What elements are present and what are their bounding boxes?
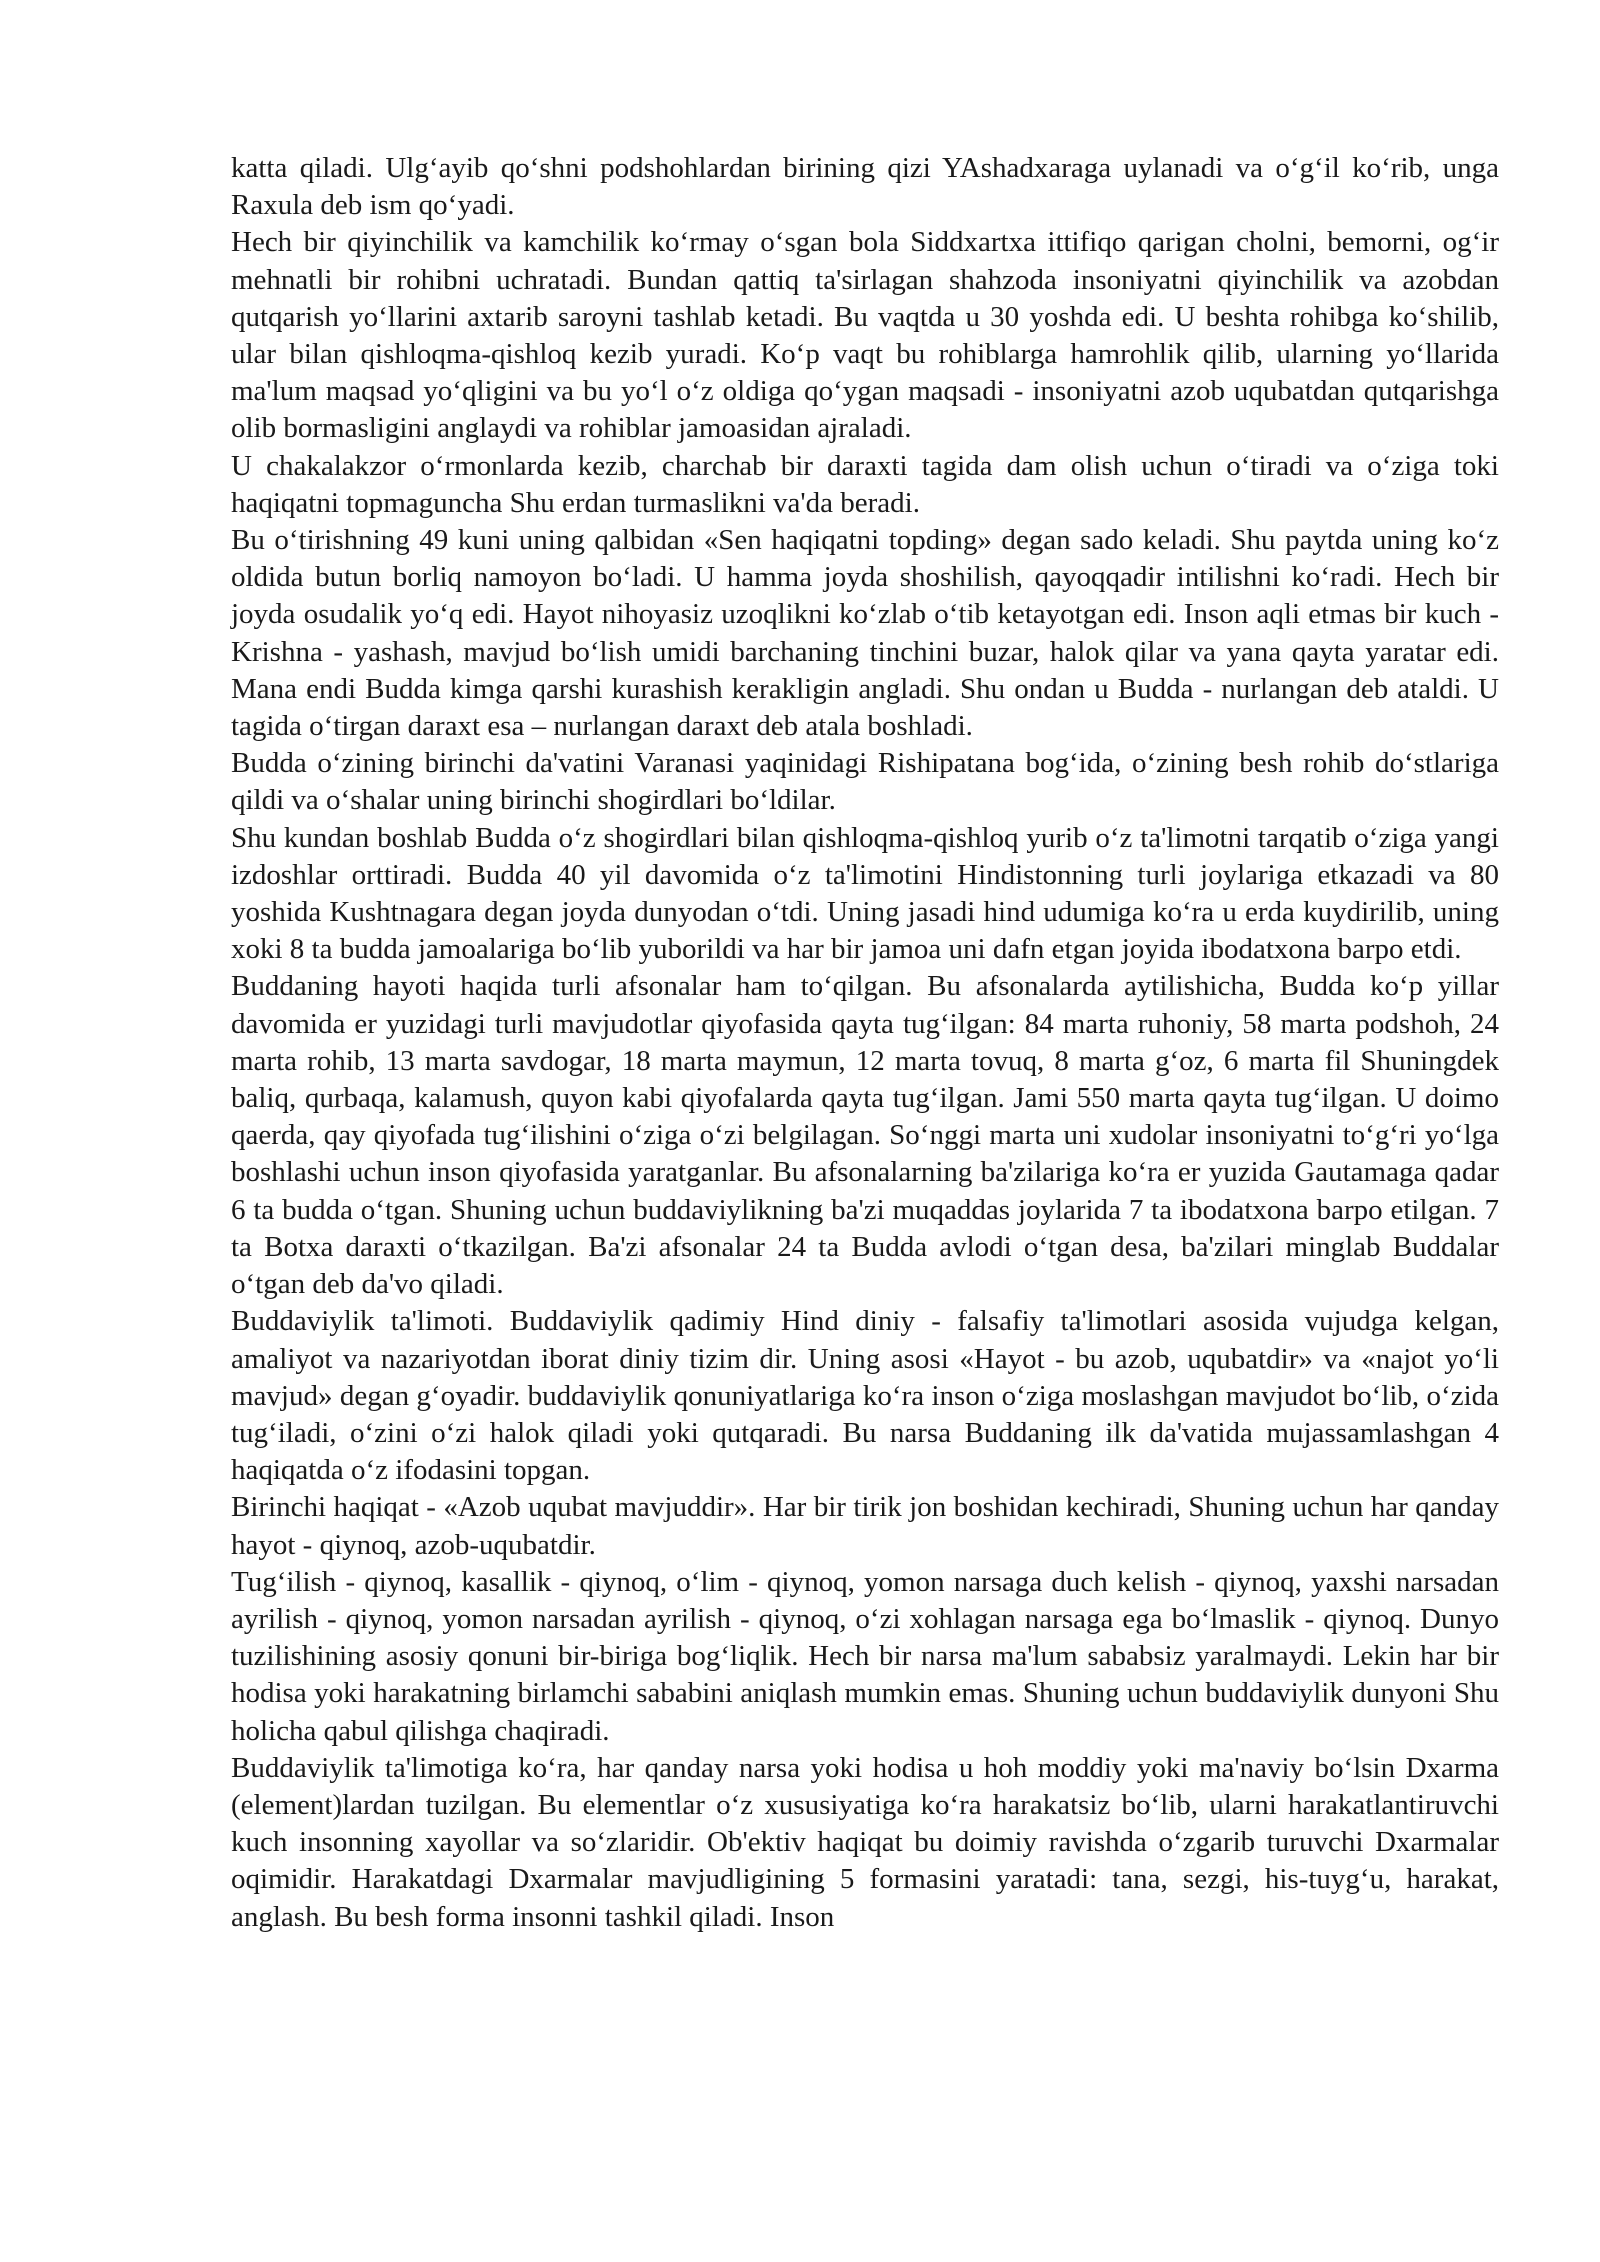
paragraph-8: Buddaviylik ta'limoti. Buddaviylik qadimiy Hind diniy - falsafiy ta'limotlari asosida vujudga kelgan, amaliyot va nazariyotdan iborat diniy tizim dir. Uning asosi «Hayot - bu azob, uqubatdir» va «najot yo‘li mavjud» degan g‘oyadir. buddaviylik qonuniyatlariga ko‘ra inson o‘ziga moslashgan mavjudot bo‘lib, o‘zida tug‘iladi, o‘zini o‘zi halok qiladi yoki qutqaradi. Bu narsa Buddaning ilk da'vatida mujassamlashgan 4 haqiqatda o‘z ifodasini topgan. xyxy=(231,1305,1499,1487)
paragraph-11: Buddaviylik ta'limotiga ko‘ra, har qanday narsa yoki hodisa u hoh moddiy yoki ma'naviy bo‘lsin Dxarma (element)lardan tuzilgan. Bu elementlar o‘z xususiyatiga ko‘ra harakatsiz bo‘lib, ularni harakatlantiruvchi kuch insonning xayollar va so‘zlaridir. Ob'ektiv haqiqat bu doimiy ravishda o‘zgarib turuvchi Dxarmalar oqimidir. Harakatdagi Dxarmalar mavjudligining 5 formasini yaratadi: tana, sezgi, his-tuyg‘u, harakat, anglash. Bu besh forma insonni tashkil qiladi. Inson xyxy=(231,1751,1499,1933)
paragraph-1: katta qiladi. Ulg‘ayib qo‘shni podshohlardan birining qizi YAshadxaraga uylanadi va o‘g‘il ko‘rib, unga Raxula deb ism qo‘yadi. xyxy=(231,152,1499,222)
paragraph-7: Buddaning hayoti haqida turli afsonalar ham to‘qilgan. Bu afsonalarda aytilishicha, Budda ko‘p yillar davomida er yuzidagi turli mavjudotlar qiyofasida qayta tug‘ilgan: 84 marta ruhoniy, 58 marta podshoh, 24 marta rohib, 13 marta savdogar, 18 marta maymun, 12 marta tovuq, 8 marta g‘oz, 6 marta fil Shuningdek baliq, qurbaqa, kalamush, quyon kabi qiyofalarda qayta tug‘ilgan. Jami 550 marta qayta tug‘ilgan. U doimo qaerda, qay qiyofada tug‘ilishini o‘ziga o‘zi belgilagan. So‘nggi marta uni xudolar insoniyatni to‘g‘ri yo‘lga boshlashi uchun inson qiyofasida yaratganlar. Bu afsonalarning ba'zilariga ko‘ra er yuzida Gautamaga qadar 6 ta budda o‘tgan. Shuning uchun buddaviylikning ba'zi muqaddas joylarida 7 ta ibodatxona barpo etilgan. 7 ta Botxa daraxti o‘tkazilgan. Ba'zi afsonalar 24 ta Budda avlodi o‘tgan desa, ba'zilari minglab Buddalar o‘tgan deb da'vo qiladi. xyxy=(231,970,1499,1301)
paragraph-6: Shu kundan boshlab Budda o‘z shogirdlari bilan qishloqma-qishloq yurib o‘z ta'limotni tarqatib o‘ziga yangi izdoshlar orttiradi. Budda 40 yil davomida o‘z ta'limotini Hindistonning turli joylariga etkazadi va 80 yoshida Kushtnagara degan joyda dunyodan o‘tdi. Uning jasadi hind udumiga ko‘ra u erda kuydirilib, uning xoki 8 ta budda jamoalariga bo‘lib yuborildi va har bir jamoa uni dafn etgan joyida ibodatxona barpo etdi. xyxy=(231,821,1499,966)
paragraph-3: U chakalakzor o‘rmonlarda kezib, charchab bir daraxti tagida dam olish uchun o‘tiradi va o‘ziga toki haqiqatni topmaguncha Shu erdan turmaslikni va'da beradi. xyxy=(231,449,1499,519)
paragraph-2: Hech bir qiyinchilik va kamchilik ko‘rmay o‘sgan bola Siddxartxa ittifiqo qarigan cholni, bemorni, og‘ir mehnatli bir rohibni uchratadi. Bundan qattiq ta'sirlagan shahzoda insoniyatni qiyinchilik va azobdan qutqarish yo‘llarini axtarib saroyni tashlab ketadi. Bu vaqtda u 30 yoshda edi. U beshta rohibga ko‘shilib, ular bilan qishloqma-qishloq kezib yuradi. Ko‘p vaqt bu rohiblarga hamrohlik qilib, ularning yo‘llarida ma'lum maqsad yo‘qligini va bu yo‘l o‘z oldiga qo‘ygan maqsadi - insoniyatni azob uqubatdan qutqarishga olib bormasligini anglaydi va rohiblar jamoasidan ajraladi. xyxy=(231,226,1499,445)
paragraph-4: Bu o‘tirishning 49 kuni uning qalbidan «Sen haqiqatni topding» degan sado keladi. Shu paytda uning ko‘z oldida butun borliq namoyon bo‘ladi. U hamma joyda shoshilish, qayoqqadir intilishni ko‘radi. Hech bir joyda osudalik yo‘q edi. Hayot nihoyasiz uzoqlikni ko‘zlab o‘tib ketayotgan edi. Inson aqli etmas bir kuch - Krishna - yashash, mavjud bo‘lish umidi barchaning tinchini buzar, halok qilar va yana qayta yaratar edi. Mana endi Budda kimga qarshi kurashish kerakligin angladi. Shu ondan u Budda - nurlangan deb ataldi. U tagida o‘tirgan daraxt esa – nurlangan daraxt deb atala boshladi. xyxy=(231,524,1499,743)
paragraph-5: Budda o‘zining birinchi da'vatini Varanasi yaqinidagi Rishipatana bog‘ida, o‘zining besh rohib do‘stlariga qildi va o‘shalar uning birinchi shogirdlari bo‘ldilar. xyxy=(231,747,1499,817)
paragraph-9: Birinchi haqiqat - «Azob uqubat mavjuddir». Har bir tirik jon boshidan kechiradi, Shuning uchun har qanday hayot - qiynoq, azob-uqubatdir. xyxy=(231,1491,1499,1561)
document-page xyxy=(231,150,1499,1936)
paragraph-10: Tug‘ilish - qiynoq, kasallik - qiynoq, o‘lim - qiynoq, yomon narsaga duch kelish - qiynoq, yaxshi narsadan ayrilish - qiynoq, yomon narsadan ayrilish - qiynoq, o‘zi xohlagan narsaga ega bo‘lmaslik - qiynoq. Dunyo tuzilishining asosiy qonuni bir-biriga bog‘liqlik. Hech bir narsa ma'lum sababsiz yaralmaydi. Lekin har bir hodisa yoki harakatning birlamchi sababini aniqlash mumkin emas. Shuning uchun buddaviylik dunyoni Shu holicha qabul qilishga chaqiradi. xyxy=(231,1565,1499,1747)
